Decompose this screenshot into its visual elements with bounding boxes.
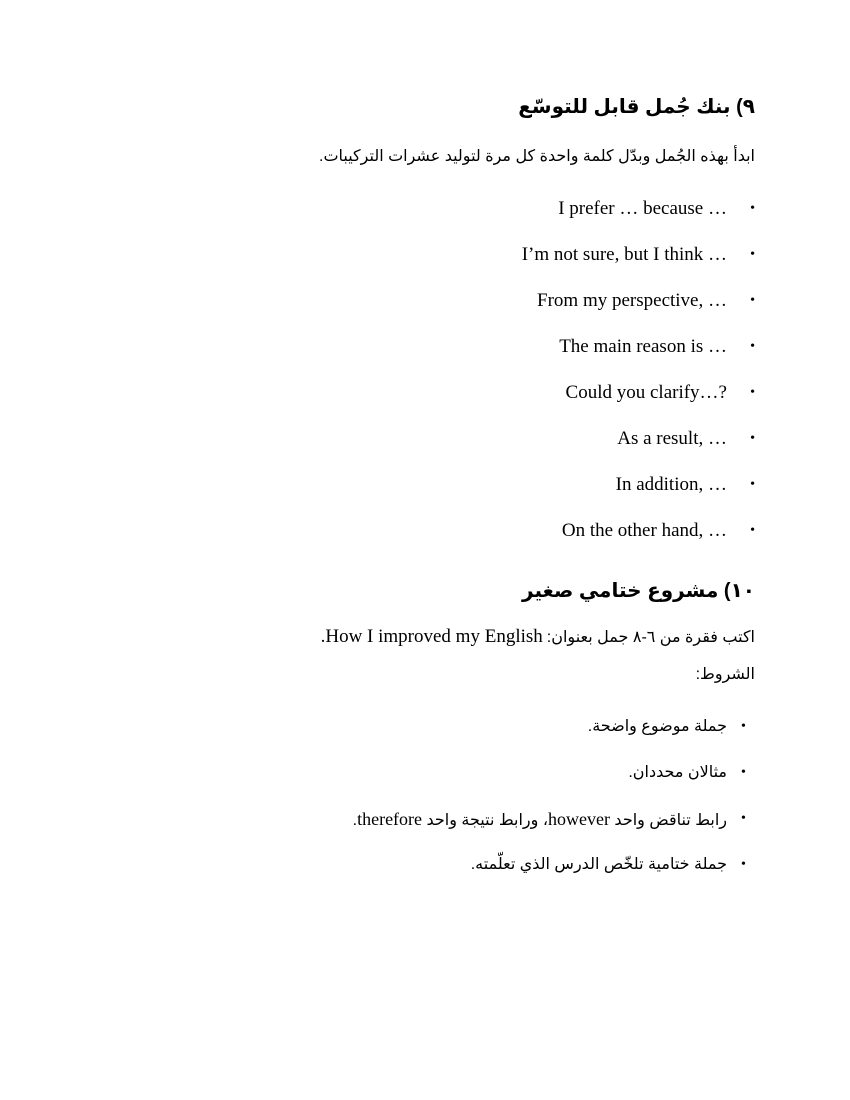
bullet-icon: • [741, 719, 746, 734]
instruction-arabic: اكتب فقرة من ٦-٨ جمل بعنوان: [546, 629, 755, 646]
phrase-text: As a result, … [617, 428, 727, 449]
condition-part: رابط تناقض واحد [609, 812, 727, 829]
condition-text: مثالان محددان. [628, 764, 727, 781]
condition-text [353, 804, 727, 836]
list-item [353, 712, 755, 758]
phrase-text: In addition, … [615, 474, 727, 495]
list-item [353, 804, 755, 850]
list-item [353, 850, 755, 896]
list-item [522, 516, 755, 562]
condition-part: . [352, 812, 358, 829]
bullet-icon: • [750, 523, 755, 538]
section-9-heading: ٩) بنك جُمل قابل للتوسّع [518, 96, 755, 118]
phrase-text: The main reason is … [559, 336, 727, 357]
bullet-icon: • [741, 811, 746, 826]
bullet-icon: • [741, 765, 746, 780]
bullet-icon: • [750, 247, 755, 262]
phrase-text: I’m not sure, but I think … [521, 244, 727, 265]
list-item [522, 286, 755, 332]
instruction-title-en: How I improved my English [325, 626, 543, 647]
bullet-icon: • [750, 201, 755, 216]
bullet-icon: • [750, 385, 755, 400]
list-item [522, 194, 755, 240]
list-item [522, 378, 755, 424]
condition-term-en: however [548, 809, 610, 829]
list-item [353, 758, 755, 804]
phrase-list [522, 194, 755, 562]
list-item [522, 470, 755, 516]
bullet-icon: • [750, 339, 755, 354]
section-10-heading: ١٠) مشروع ختامي صغير [522, 580, 755, 602]
condition-term-en: therefore [357, 809, 423, 829]
bullet-icon: • [750, 477, 755, 492]
conditions-list [353, 712, 755, 896]
bullet-icon: • [750, 293, 755, 308]
list-item [522, 332, 755, 378]
list-item [522, 424, 755, 470]
list-item [522, 240, 755, 286]
phrase-text: On the other hand, … [561, 520, 727, 541]
phrase-text: I prefer … because … [558, 198, 727, 219]
conditions-label: الشروط: [695, 666, 755, 683]
bullet-icon: • [750, 431, 755, 446]
bullet-icon: • [741, 857, 746, 872]
phrase-text: From my perspective, … [537, 290, 727, 311]
condition-text: جملة ختامية تلخّص الدرس الذي تعلّمته. [470, 856, 727, 873]
section-9-instruction: ابدأ بهذه الجُمل وبدّل كلمة واحدة كل مرة لتوليد عشرات التركيبات. [319, 148, 755, 165]
condition-part: ، ورابط نتيجة واحد [422, 812, 548, 829]
section-10-instruction [321, 626, 755, 648]
condition-text: جملة موضوع واضحة. [587, 718, 727, 735]
instruction-period: . [320, 626, 326, 647]
phrase-text: Could you clarify…? [565, 382, 727, 403]
